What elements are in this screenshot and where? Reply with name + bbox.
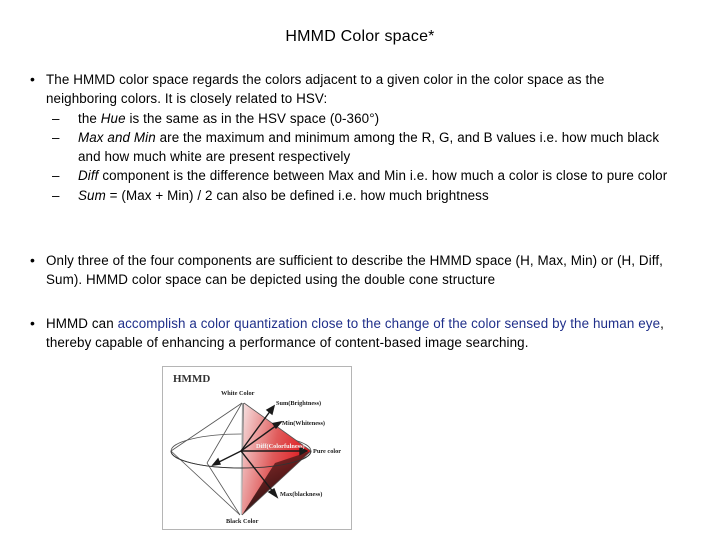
paragraph-hmmd-definition [46,70,676,205]
paragraph-intro: The HMMD color space regards the colors adjacent to a given color in the color space as the neighboring colors. It is closely related to HSV: [46,72,605,107]
dash-marker: – [52,110,60,126]
sub-item-text: is the same as in the HSV space (0-360°) [125,110,380,126]
label-max: Max(blackness) [280,491,323,498]
term-hue: Hue [100,110,126,126]
dash-marker: – [52,168,60,184]
hmmd-double-cone-figure [162,366,352,530]
label-diff: Diff(Colorfulness) [256,443,305,450]
paragraph-quantization [46,314,676,353]
bullet-marker: • [30,315,35,331]
sub-item-text: are the maximum and minimum among the R, G, and B values i.e. how much black and how much white are present respectively [78,129,660,165]
sub-item-diff [46,166,676,185]
dash-marker: – [52,187,60,203]
bullet-marker: • [30,71,35,87]
paragraph-text: , thereby capable of enhancing a performance of content-based image searching. [46,316,664,351]
highlighted-text: accomplish a color quantization close to the change of the color sensed by the human eye [117,316,661,331]
term-max-min: Max and Min [78,129,156,145]
sub-item-hue [46,109,676,128]
sub-item-max-min [46,128,676,167]
term-sum: Sum [78,187,106,203]
label-pure-color: Pure color [313,448,342,455]
sub-item-text: the [78,110,101,126]
paragraph-components: Only three of the four components are sufficient to describe the HMMD space (H, Max, Min) or (H, Diff, Sum). HMMD color space can be depicted using the double cone structure [46,253,663,288]
label-black-color: Black Color [226,518,259,525]
sub-item-text: component is the difference between Max and Min i.e. how much a color is close to pure color [98,168,668,184]
label-white-color: White Color [221,390,255,397]
term-diff: Diff [78,168,99,184]
label-min: Min(Whiteness) [282,420,326,427]
page-title: HMMD Color space* [285,28,435,45]
double-cone-diagram [163,367,351,529]
dash-marker: – [52,129,60,145]
sub-item-text: = (Max + Min) / 2 can also be defined i.e. how much brightness [105,187,489,203]
label-sum: Sum(Brightness) [276,400,322,407]
bullet-marker: • [30,252,35,268]
sub-item-sum [46,186,676,205]
figure-title: HMMD [173,373,211,385]
paragraph-text: HMMD can [46,316,118,331]
